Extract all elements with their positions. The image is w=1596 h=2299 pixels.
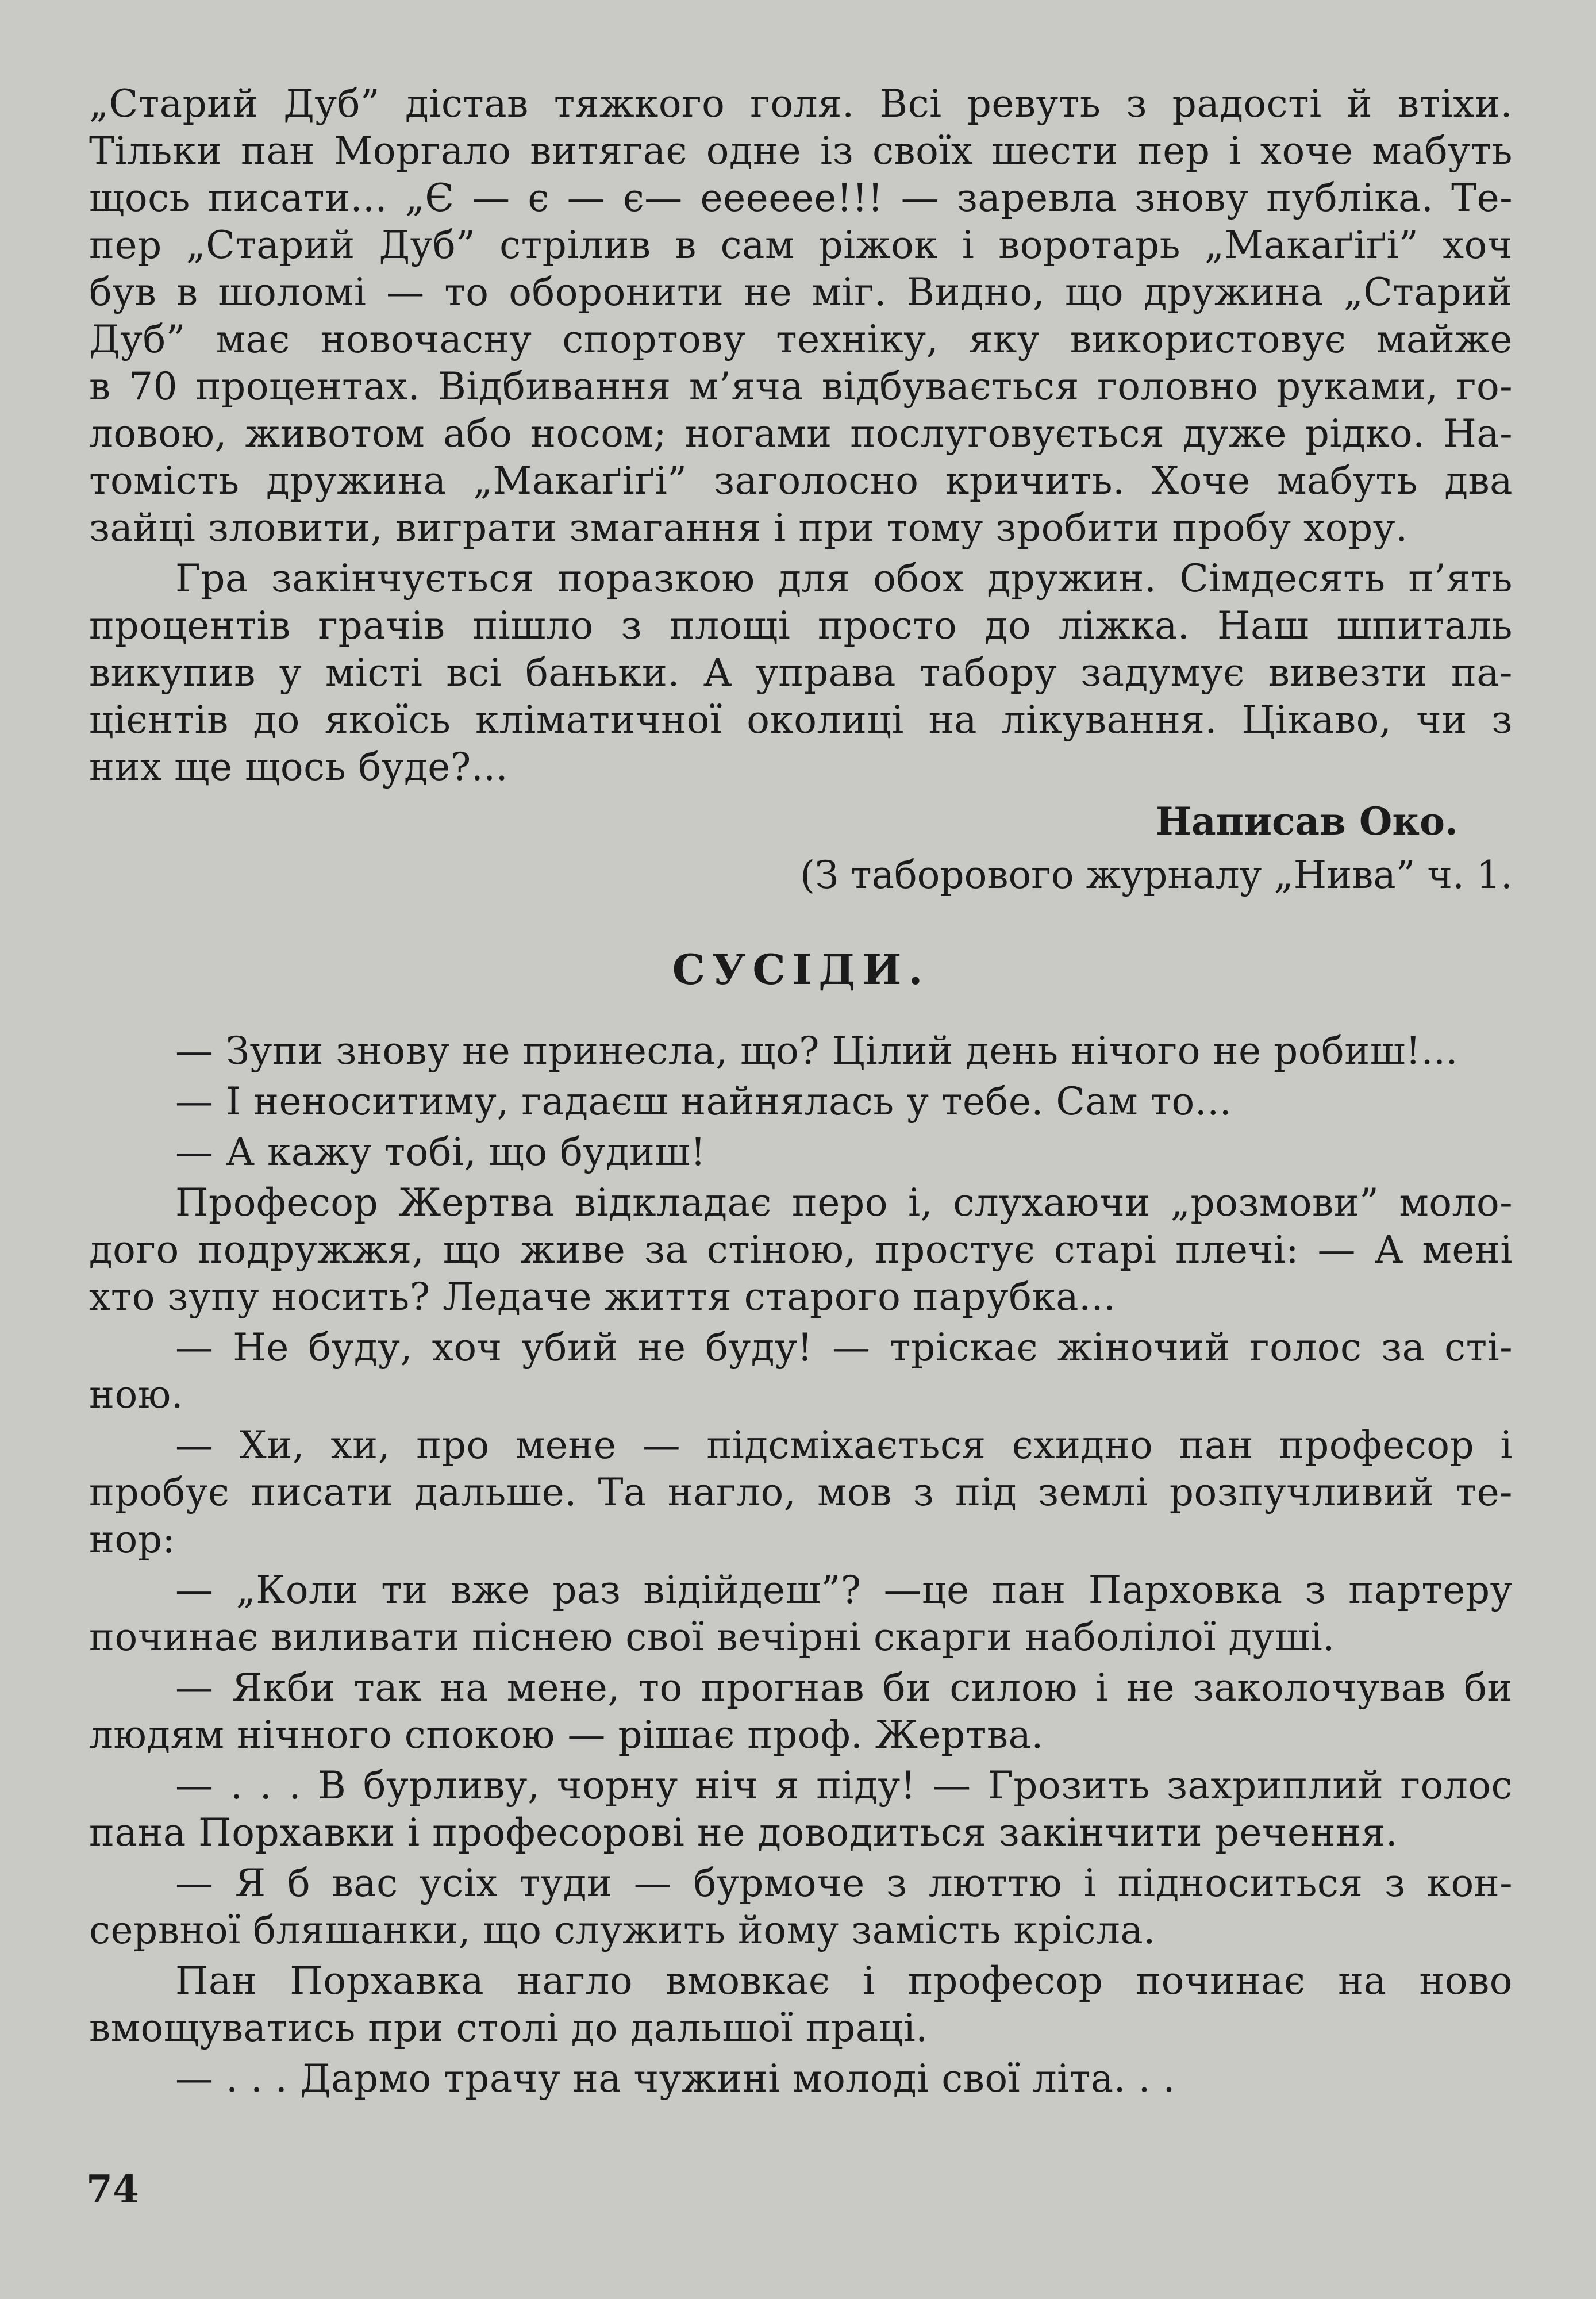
text-line: починає виливати піснею свої вечірні скарги наболілої душі. (89, 1615, 1335, 1659)
text-line: Пан Порхавка нагло вмовкає і професор починає на ново (175, 1959, 1513, 2003)
story-body (89, 1028, 1513, 2102)
story-paragraph (89, 1860, 1513, 1954)
text-line: — . . . Дармо трачу на чужині молоді свої літа. . . (175, 2056, 1175, 2101)
story-paragraph (89, 1129, 1513, 1176)
text-line: них ще щось буде?... (89, 745, 509, 789)
text-line: пробує писати дальше. Та нагло, мов з під землі розпучливий те- (89, 1470, 1513, 1514)
story-paragraph (89, 1664, 1513, 1759)
story-paragraph (89, 1958, 1513, 2052)
story-paragraph (89, 1422, 1513, 1563)
text-line: процентів грачів пішло з площі просто до ліжка. Наш шпиталь (89, 603, 1513, 648)
text-line: — Я б вас усіх туди — бурмоче з люттю і підноситься з кон- (175, 1861, 1513, 1905)
text-line: зайці зловити, виграти змагання і при тому зробити пробу хору. (89, 506, 1408, 550)
text-line: хто зупу носить? Ледаче життя старого парубка... (89, 1275, 1116, 1319)
text-line: — Зупи знову не принесла, що? Цілий день нічого не робиш!... (175, 1029, 1459, 1073)
text-line: пана Порхавки і професорові не доводиться закінчити речення. (89, 1810, 1398, 1855)
text-line: — Якби так на мене, то прогнав би силою і не заколочував би (175, 1666, 1513, 1710)
story-paragraph (89, 1078, 1513, 1125)
text-line: — . . . В бурливу, чорну ніч я піду! — Грозить захриплий голос (175, 1763, 1513, 1808)
story-paragraph (89, 1324, 1513, 1418)
text-line: людям нічного спокою — рішає проф. Жертва. (89, 1713, 1044, 1757)
paragraph-game-result (89, 555, 1513, 791)
text-line: — Хи, хи, про мене — підсміхається єхидно пан професор і (175, 1423, 1513, 1467)
text-line: пер „Старий Дуб” стрілив в сам ріжок і воротарь „Макаґіґі” хоч (89, 223, 1513, 267)
text-line: — „Коли ти вже раз відійдеш”? —це пан Пархoвка з партеру (175, 1568, 1513, 1612)
text-line: ловою, животом або носом; ногами послуговується дуже рідко. На- (89, 412, 1513, 456)
page-number: 74 (86, 2167, 139, 2212)
source-note: (З таборового журналу „Нива” ч. 1. (800, 853, 1513, 897)
text-line: сервної бляшанки, що служить йому замість крісла. (89, 1908, 1156, 1952)
text-line: цієнтів до якоїсь кліматичної околиці на лікування. Цікаво, чи з (89, 698, 1513, 742)
text-line: томість дружина „Макаґіґі” заголосно кричить. Хоче мабуть два (89, 459, 1513, 503)
text-line: вмощуватись при столі до дальшої праці. (89, 2006, 928, 2050)
text-line: — А кажу тобі, що будиш! (175, 1130, 706, 1174)
text-line: дого подружжя, що живе за стіною, простує старі плечі: — А мені (89, 1228, 1513, 1272)
text-line: Гра закінчується поразкою для обох дружин. Сімдесять п’ять (175, 556, 1513, 601)
text-line: Дуб” має новочасну спортову техніку, яку використовує майже (89, 317, 1513, 362)
text-line: Тільки пан Моргало витягає одне із своїх шести пер і хоче мабуть (89, 129, 1513, 173)
author-signature: Написав Око. (1155, 799, 1458, 844)
text-line: — Не буду, хоч убий не буду! — тріскає жіночий голос за сті- (175, 1325, 1513, 1370)
text-line: в 70 процентах. Відбивання м’яча відбувається головно руками, го- (89, 364, 1513, 409)
text-line: ною. (89, 1373, 184, 1417)
story-paragraph (89, 1762, 1513, 1856)
story-paragraph (89, 1179, 1513, 1321)
text-line: „Старий Дуб” дістав тяжкого голя. Всі ревуть з радості й втіхи. (89, 82, 1513, 126)
text-line: щось писати... „Є — є — є— ееееее!!! — заревла знову публіка. Те- (89, 176, 1513, 220)
text-line: викупив у місті всі баньки. А управа табору задумує вивезти па- (89, 651, 1513, 695)
text-line: — І неноситиму, гадаєш найнялась у тебе. Сам то... (175, 1079, 1232, 1124)
story-paragraph (89, 2055, 1513, 2102)
story-title: СУСІДИ. (672, 945, 930, 994)
text-line: Професор Жертва відкладає перо і, слухаючи „розмови” моло- (175, 1181, 1513, 1225)
paragraph-stadium-report (89, 80, 1513, 552)
text-line: нор: (89, 1517, 176, 1562)
text-line: був в шоломі — то оборонити не міг. Видно, що дружина „Старий (89, 270, 1513, 314)
story-paragraph (89, 1567, 1513, 1661)
story-paragraph (89, 1028, 1513, 1075)
